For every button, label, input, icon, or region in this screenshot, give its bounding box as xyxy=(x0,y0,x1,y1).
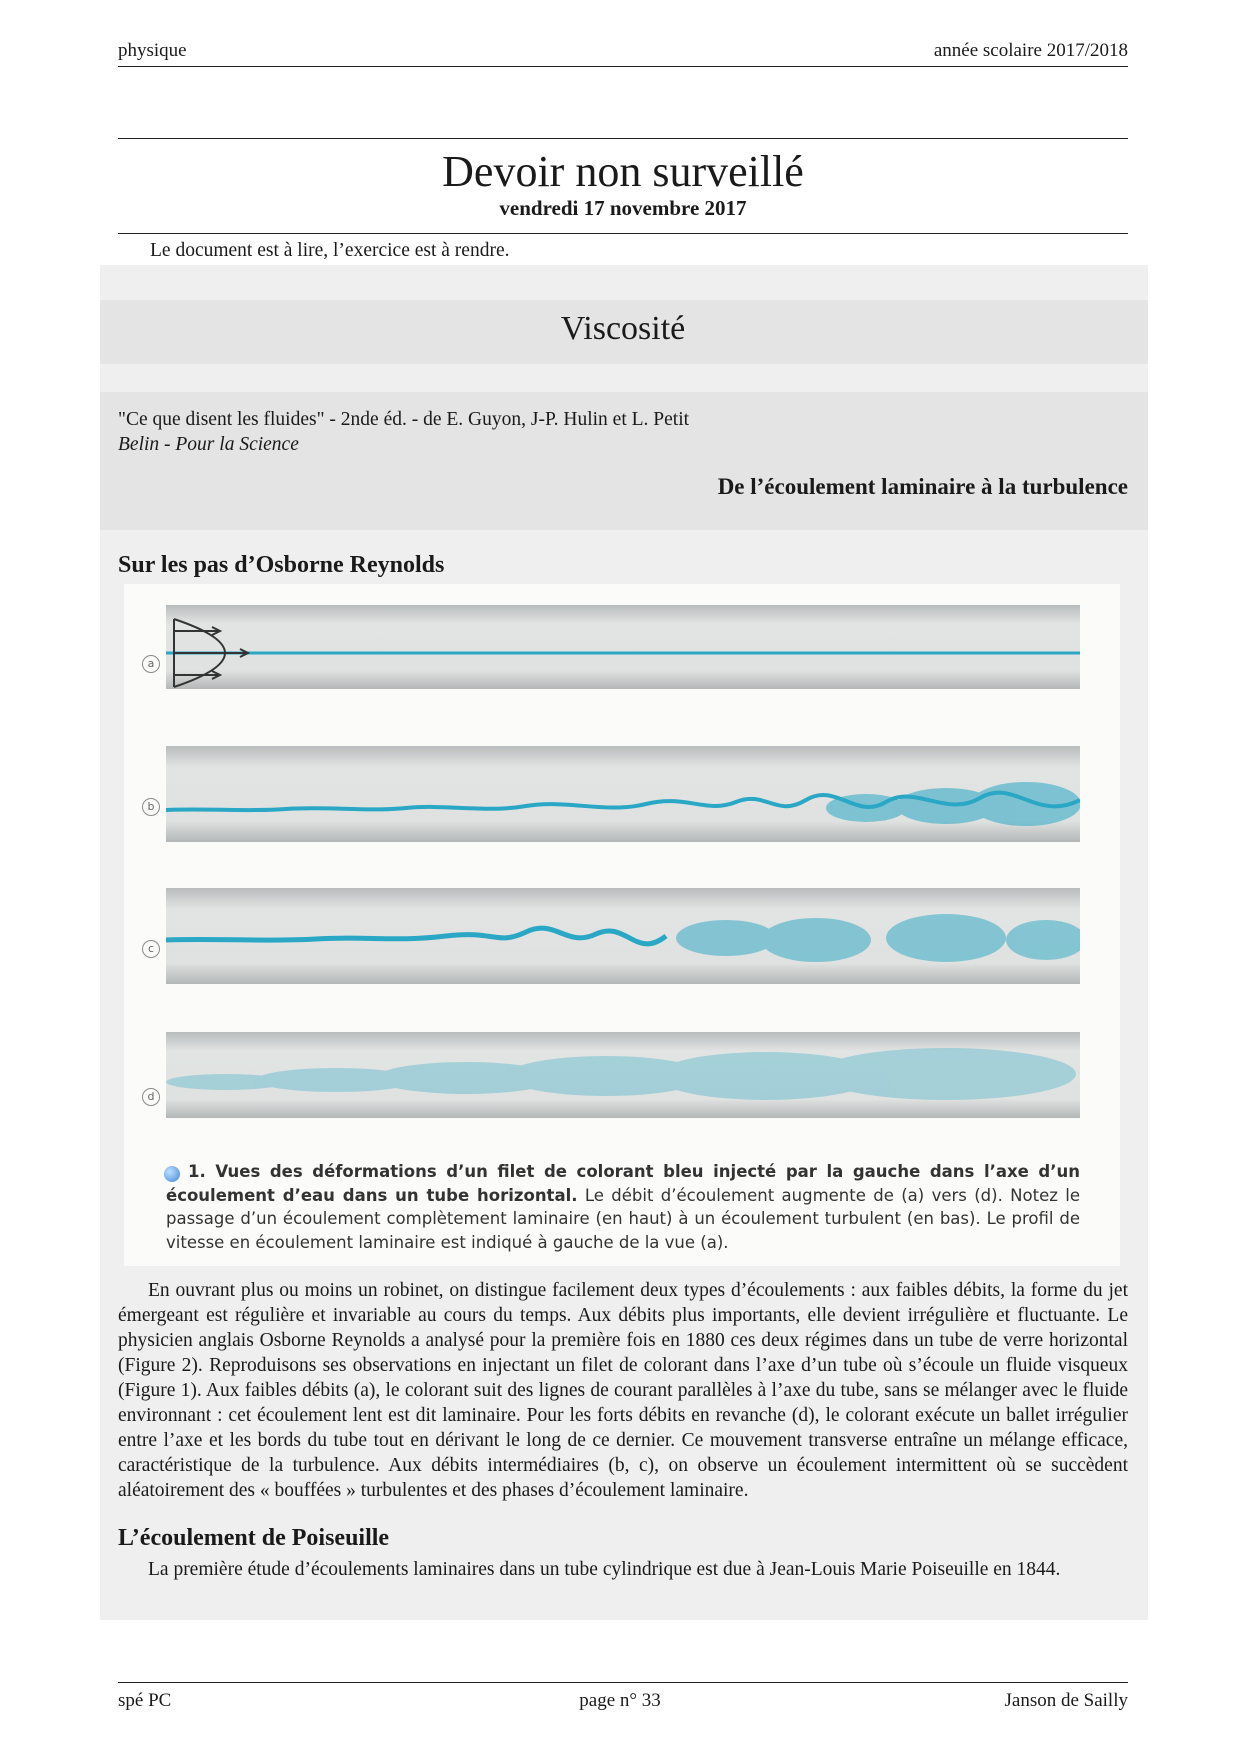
tube-label-c: c xyxy=(142,940,160,958)
figure-caption xyxy=(166,1160,1080,1254)
footer-class: spé PC xyxy=(118,1690,172,1711)
document-title: Devoir non surveillé xyxy=(442,147,804,196)
header-school-year: année scolaire 2017/2018 xyxy=(933,40,1128,61)
title-top-rule xyxy=(118,138,1128,139)
header-subject: physique xyxy=(118,40,187,61)
velocity-profile-icon xyxy=(174,619,248,687)
source-reference: "Ce que disent les fluides" - 2nde éd. - de E. Guyon, J-P. Hulin et L. Petit xyxy=(118,409,690,430)
subsection-title-reynolds: Sur les pas d’Osborne Reynolds xyxy=(118,552,445,578)
chapter-title: De l’écoulement laminaire à la turbulence xyxy=(717,474,1128,499)
tube-label-a: a xyxy=(142,655,160,673)
paragraph-reynolds: En ouvrant plus ou moins un robinet, on distingue facilement deux types d’écoulements : aux faibles débits, la forme du jet émergeant est régulière et invariable au cours du temps. Aux débits plus importants, elle devient irrégulière et fluctuante. Le physicien anglais Osborne Reynolds a analysé pour la première fois en 1880 ces deux régimes dans un tube de verre horizontal (Figure 2). Reproduisons ses observations en injectant un filet de colorant dans l’axe d’un tube où s’écoule un fluide visqueux (Figure 1). Aux faibles débits (a), le colorant suit des lignes de courant parallèles à l’axe du tube, sans se mélanger avec le fluide environnant : cet écoulement lent est dit laminaire. Pour les forts débits en revanche (d), le colorant exécute un ballet irrégulier entre l’axe et les bords du tube tout en dérivant le long de ce dernier. Ce mouvement transverse entraîne un mélange efficace, caractéristique de la turbulence. Aux débits intermédiaires (b, c), on observe un écoulement intermittent où se succèdent aléatoirement des « bouffées » turbulentes et des phases d’écoulement laminaire. xyxy=(118,1280,1128,1501)
tube-label-b: b xyxy=(142,798,160,816)
tube-label-d: d xyxy=(142,1088,160,1106)
title-bottom-rule xyxy=(118,233,1128,234)
tube-b-intermittent-flow xyxy=(166,746,1080,842)
tube-c-intermittent-flow xyxy=(166,888,1080,984)
footer-page-number: page n° 33 xyxy=(579,1690,661,1711)
footer-school: Janson de Sailly xyxy=(1004,1690,1128,1711)
instruction-text: Le document est à lire, l’exercice est à rendre. xyxy=(150,240,510,261)
source-publisher: Belin - Pour la Science xyxy=(118,434,299,455)
section-title: Viscosité xyxy=(560,310,686,347)
figure-caption-bold: 1. Vues des déformations d’un filet de colorant bleu injecté par la gauche dans l’axe d’un écoulement d’eau dans un tube horizontal. xyxy=(166,1162,1080,1205)
tube-a-laminar-flow xyxy=(166,605,1080,689)
subsection-title-poiseuille: L’écoulement de Poiseuille xyxy=(118,1525,390,1551)
paragraph-poiseuille: La première étude d’écoulements laminaires dans un tube cylindrique est due à Jean-Louis Marie Poiseuille en 1844. xyxy=(148,1559,1061,1580)
figure-caption-text: Le débit d’écoulement augmente de (a) vers (d). Notez le passage d’un écoulement complètement laminaire (en haut) à un écoulement turbulent (en bas). Le profil de vitesse en écoulement laminaire est indiqué à gauche de la vue (a). xyxy=(166,1185,1080,1252)
header-rule xyxy=(118,66,1128,67)
footer-rule xyxy=(118,1682,1128,1683)
document-date: vendredi 17 novembre 2017 xyxy=(499,196,747,220)
tube-d-turbulent-flow xyxy=(166,1032,1080,1118)
